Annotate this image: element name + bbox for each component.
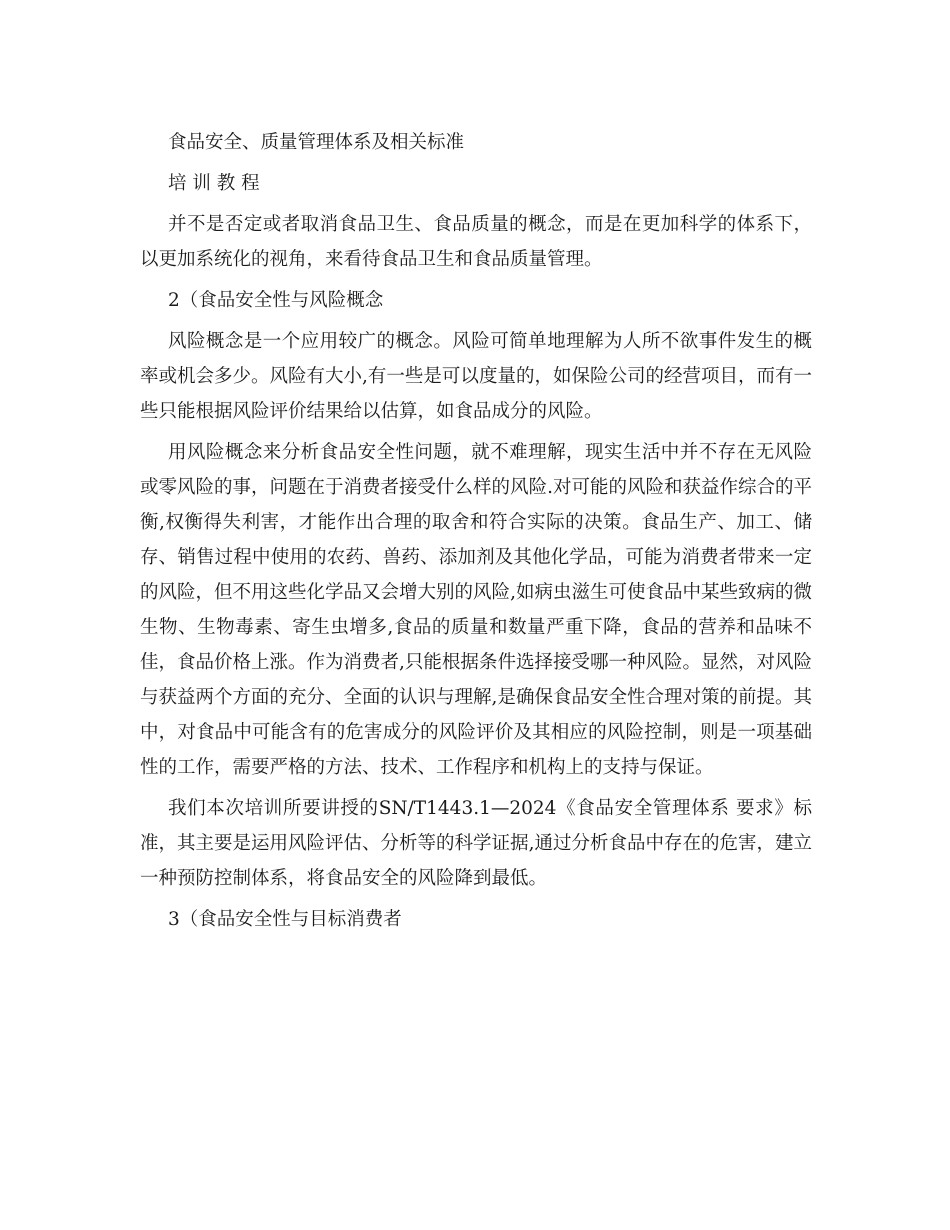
document-subtitle: 培 训 教 程: [168, 173, 260, 194]
section-heading-3: 3（食品安全性与目标消费者: [168, 909, 402, 930]
section-heading-2: 2（食品安全性与风险概念: [168, 290, 384, 311]
paragraph-standard: 我们本次培训所要讲授的SN/T1443.1—2024《食品安全管理体系 要求》标准，其主要是运用风险评估、分析等的科学证据,通过分析食品中存在的危害，建立一种预防控制体系，将食品安全的风险降到最低。: [140, 798, 812, 889]
document-body: [140, 125, 812, 943]
paragraph-intro: 并不是否定或者取消食品卫生、食品质量的概念，而是在更加科学的体系下，以更加系统化的视角，来看待食品卫生和食品质量管理。: [140, 214, 812, 270]
paragraph-risk-concept: 风险概念是一个应用较广的概念。风险可简单地理解为人所不欲事件发生的概率或机会多少。风险有大小,有一些是可以度量的，如保险公司的经营项目，而有一些只能根据风险评价结果给以估算，如食品成分的风险。: [140, 331, 812, 422]
paragraph-risk-analysis: 用风险概念来分析食品安全性问题，就不难理解，现实生活中并不存在无风险或零风险的事，问题在于消费者接受什么样的风险.对可能的风险和获益作综合的平衡,权衡得失利害，才能作出合理的取舍和符合实际的决策。食品生产、加工、储存、销售过程中使用的农药、兽药、添加剂及其他化学品，可能为消费者带来一定的风险，但不用这些化学品又会增大别的风险,如病虫滋生可使食品中某些致病的微生物、生物毒素、寄生虫增多,食品的质量和数量严重下降，食品的营养和品味不佳，食品价格上涨。作为消费者,只能根据条件选择接受哪一种风险。显然，对风险与获益两个方面的充分、全面的认识与理解,是确保食品安全性合理对策的前提。其中，对食品中可能含有的危害成分的风险评价及其相应的风险控制，则是一项基础性的工作，需要严格的方法、技术、工作程序和机构上的支持与保证。: [140, 442, 812, 778]
document-title: 食品安全、质量管理体系及相关标准: [168, 132, 465, 153]
